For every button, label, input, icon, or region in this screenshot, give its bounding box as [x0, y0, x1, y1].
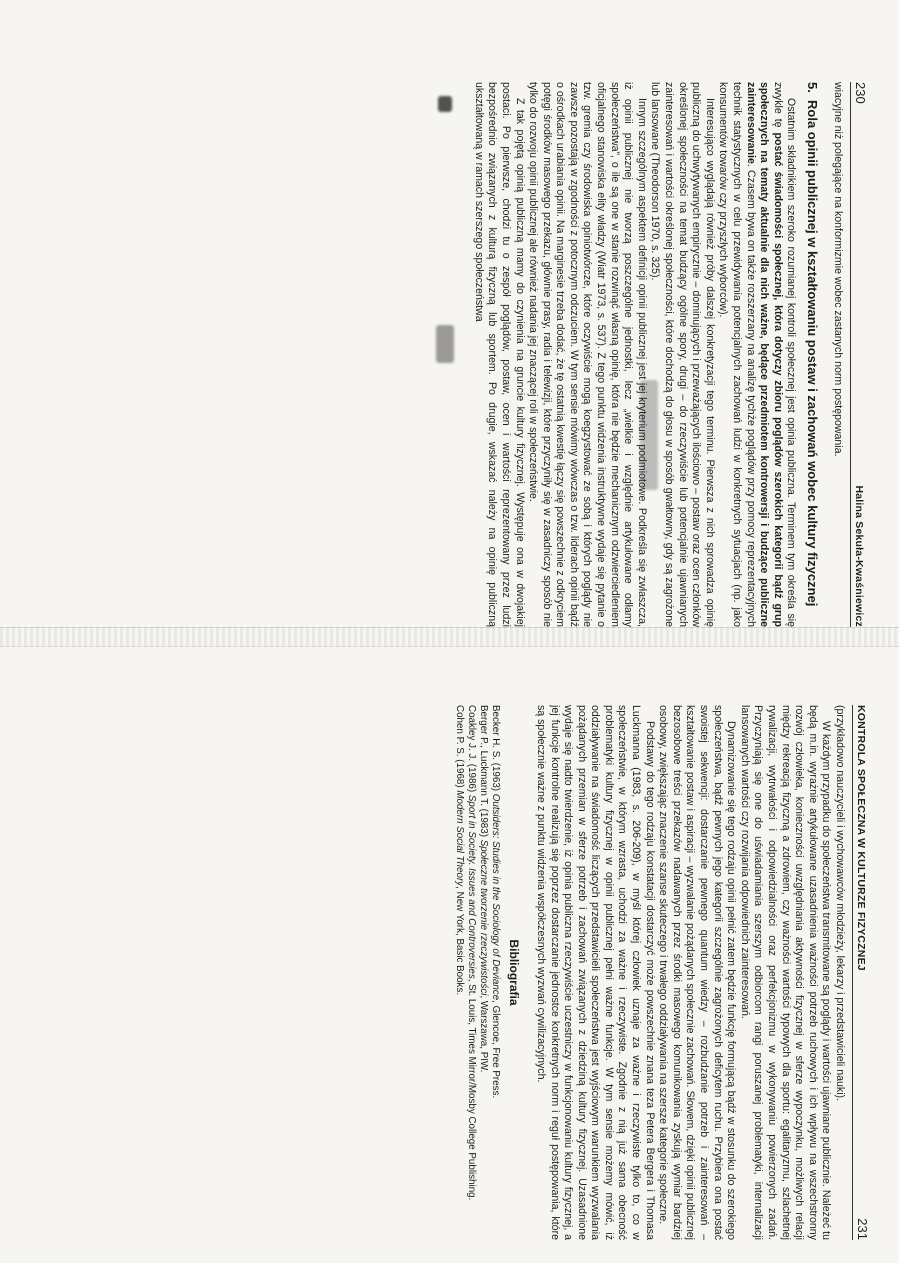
entry-title: Sport in Society. Issues and Controversies	[465, 794, 477, 979]
page-231	[165, 705, 870, 1240]
page-231-body	[533, 705, 846, 1240]
running-head-author: Halina Sekuła-Kwaśniewicz	[853, 485, 865, 627]
entry-title: Społeczne tworzenie rzeczywistości	[478, 839, 490, 996]
entry-publisher: , Warszawa, PIW.	[478, 995, 490, 1073]
entry-publisher: , New York, Basic Books.	[453, 886, 465, 996]
intro-paragraph: wiacyjne niż polegające na konformizmie wobec zastanych norm postępowania.	[832, 82, 844, 457]
entry-authors: Berger P., Luckmann T. (1983)	[478, 705, 490, 840]
paragraph	[716, 82, 798, 627]
page-number: 231	[855, 1218, 870, 1240]
entry-authors: Cohen P. S. (1968)	[453, 705, 465, 791]
entry-authors: Coakley J. J. (1986)	[465, 705, 477, 795]
paragraph: Dynamizowanie się tego rodzaju opinii pełnić zatem będzie funkcję formującą bądź w stosunku do szerokiego społeczeństwa, bądź pewnych jego kategorii szczególnie zagrożonych deficytem ruchu. Przybiera ona postać swoistej sekwencji: dostarczanie pewnego quantum wiedzy – rozbudzanie potrzeb i zainteresowań – kształtowanie postaw i aspiracji – wyzwalanie pożądanych społecznie zachowań. Słowem, dzięki opinii publicznej bezosobowe treści przekazów nadawanych przez środki masowego komunikowania zyskują wymiar bardziej osobowy, zwiększając znaczenie szanse skuteczego i trwałego oddziaływania na szersze kategorie społeczne.	[657, 705, 738, 1240]
paragraph: W każdym przypadku do społeczeństwa transmitowane są poglądy i wartości ujawniane publicznie. Należeć tu będą m.in. wyrażnie artykułowane uzasadnienia ważności potrzeb ruchowych i ich wpływu na wszechstronny rozwój człowieka, konieczności uwzględniania aktywności fizycznej w sferze wypoczynku, możliwych relacji między rekreacją fizyczną a zdrowiem, czy ważności wartości typowych dla sportu: egalitaryzmu, szlachetnej rywalizacji, wytrwałości i odpowiedzialności oraz perfekcjonizmu w wykonywaniu powierzonych zadań. Przyczyniają się one do uświadamiania szerszym odbiorcom rangi poruszanej problematyki, internalizacji lansowanych wartości czy rozwijania odpowiednich zainteresowań.	[738, 705, 833, 1240]
page-231-header	[852, 705, 870, 1240]
entry-title: Modern Social Theory	[453, 790, 465, 887]
bibliography-entry	[477, 705, 489, 1240]
section-heading	[805, 82, 820, 627]
paragraph-text: . Czasem bywa on także rozszerzany na analizę tychże poglądów przy pomocy reprezentacyjnych technik statystycznych w celu przewidywania potencjalnych zachowań ludzi w konkretnych sytuacjach (np. jako konsumentów towarów czy przyszłych wyborców).	[717, 82, 757, 627]
bold-definition: postać świadomości społecznej, która dotyczy zbioru poglądów szerokich kategorii bądź grup społecznych na tematy aktualnie dla nich ważne, będące przedmiotem kontrowersji i budzące publiczne zainteresowanie	[744, 82, 784, 627]
page-230-body	[471, 82, 844, 627]
bibliography-list	[453, 705, 502, 1240]
section-title: Rola opinii publicznej w kształtowaniu postaw i zachowań wobec kultury fizycznej	[805, 100, 821, 607]
bibliography-entry	[453, 705, 465, 1240]
entry-publisher: , St. Louis, Times Mirror/Mosby College Publishing.	[465, 978, 477, 1201]
paragraph: Podstawy do tego rodzaju konstatacji dostarczyć może powszechnie znana teza Petera Bergera i Thomasa Luckmanna (1983, s. 206-209), w myśl której człowiek uznaje za ważne i rzeczywiste tylko to, co w społeczeństwie, w którym wzrasta, uchodzi za ważne i rzeczywiste. Zgodnie z nią już sama obecność problematyki kultury fizycznej w opinii publicznej pełni ważne funkcje. W tym sensie możemy mówić, iż oddziaływanie na świadomość liczących przedstawicieli społeczeństwa jest wyjściowym warunkiem wyzwalania pożądanych przemian w sferze potrzeb i zachowań związanych z dziedziną kultury fizycznej. Uzasadnione wydaje się nadto twierdzenie, iż opinia publiczna rzeczywiście uczestniczy w funkcjonowaniu kultury fizycznej, a jej funkcje kontrolne realizują się poprzez dostarczanie jednostce konkretnych norm i reguł postępowania, które są społecznie ważne z punktu widzenia współczesnych wyzwań cywilizacyjnych.	[534, 705, 656, 1240]
entry-authors: Becker H. S. (1963)	[490, 705, 502, 794]
page-fold-line	[0, 627, 899, 647]
paragraph: Interesująco wyglądają również próby dalszej konkretyzacji tego terminu. Pierwsza z nich sprowadza opinię publiczną do uchwytywanych empirycznie – dominujących i przeważających ilościowo – postaw oraz ocen członków określonej społeczności na temat budzący ogólne spory, drugi – do rzeczywiście lub potencjalnie ujawnianych zainteresowań i wartości określonej społeczności, które dochodzą do głosu w sposób gwałtowny, gdy są zagrożone lub lansowane (Theodorson 1970, s. 325).	[649, 82, 716, 627]
running-head-title: KONTROLA SPOŁECZNA W KULTURZE FIZYCZNEJ	[855, 705, 867, 971]
bibliography-entry	[489, 705, 501, 1240]
page-230-header	[850, 82, 868, 627]
entry-publisher: , Glencoe, Free Press.	[490, 1000, 502, 1099]
paragraph: (przykładowo nauczycieli i wychowawców młodzieży, lekarzy i przedstawicieli nauki).	[834, 705, 846, 1102]
section-number: 5.	[805, 82, 821, 93]
page-number: 230	[853, 82, 868, 104]
bibliography-entry	[465, 705, 477, 1240]
paragraph: Innym szczególnym aspektem definicji opinii publicznej jest jej kryterium podmiotowe. Podkreśla się zwłaszcza, iż opinii publicznej nie tworzą poszczególne jednostki, lecz „wielkie i względnie artykułowane odłamy społeczeństwa”, o ile są one w stanie rozwinąć własną opinię, która nie będzie mechanicznym odzwierciedleniem oficjalnego stanowiska elity władzy (Wiatr 1973, s. 537). Z tego punktu widzenia instruktywne wydaje się pytanie o tzw. gremia czy środowiska opiniotwórcze, które oczywiście mogą koegzystować ze sobą i których poglądy nie zawsze pozostają w zgodności z potocznym odczuciem. W tym sensie mówimy wówczas o tzw. liderach opinii bądź o ośrodkach urabiania opinii. Na marginesie trzeba dodać, że tę ostatnią kwestię łączy się powszechnie z odkryciem potęgi środków masowego przekazu, głównie prasy, radia i telewizji, które przyczyniły się w zasadniczy sposób nie tylko do rozwoju opinii publicznej ale również nadania jej znaczącej roli w społeczeństwie.	[527, 82, 648, 627]
paragraph-text: Ostatnim składnikiem szeroko rozumianej kontroli społecznej jest opinia publiczna. Terminem tym określa się zwykle tę	[771, 82, 798, 627]
paragraph: Z tak pojętą opinią publiczną mamy do czynienia na gruncie kultury fizycznej. Występuje ona w dwojakiej postaci. Po pierwsze, chodzi tu o zespół poglądów, postaw, ocen i wartości reprezentowany przez ludzi bezpośrednio związanych z kulturą fizyczną lub sportem. Po drugie, wskazać należy na opinię publiczną ukształtowaną w ramach szerszego społeczeństwa	[472, 82, 526, 627]
page-230	[158, 82, 868, 627]
bibliography-heading: Bibliografia	[507, 939, 522, 1006]
entry-title: Outsiders: Studies in the Sociology of Deviance	[490, 793, 502, 1001]
